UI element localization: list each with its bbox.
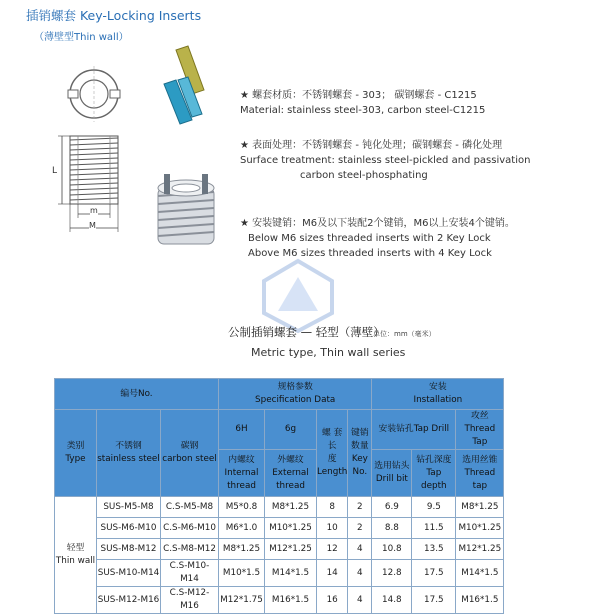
header-6g: 6g: [265, 410, 317, 450]
header-type-en: Type: [65, 454, 86, 464]
header-internal-en2: thread: [227, 480, 256, 491]
header-6h: 6H: [219, 410, 265, 450]
header-install: [372, 379, 504, 410]
feature-surface-zh: 表面处理：不锈钢螺套 - 钝化处理；碳钢螺套 - 磷化处理: [252, 140, 503, 151]
cell-cs: C.S-M5-M8: [161, 497, 219, 518]
cell-len: 14: [317, 560, 348, 587]
cell-tap: M12*1.25: [456, 539, 504, 560]
header-carbon-en: carbon steel: [162, 454, 217, 464]
cell-int: M6*1.0: [219, 518, 265, 539]
table-row: [55, 518, 504, 539]
cell-cs: C.S-M10-M14: [161, 560, 219, 587]
cell-cs: C.S-M12-M16: [161, 587, 219, 614]
bullet-star: ★: [240, 140, 249, 151]
cell-drill: 10.8: [372, 539, 412, 560]
insert-photo: [150, 170, 222, 250]
cell-key: 2: [348, 497, 372, 518]
cell-depth: 11.5: [412, 518, 456, 539]
cell-key: 2: [348, 518, 372, 539]
cell-drill: 8.8: [372, 518, 412, 539]
cell-drill: 6.9: [372, 497, 412, 518]
cell-int: M10*1.5: [219, 560, 265, 587]
cell-len: 12: [317, 539, 348, 560]
cell-ext: M10*1.25: [265, 518, 317, 539]
header-row-1: [55, 379, 504, 410]
page-title: 插销螺套 Key-Locking Inserts: [26, 8, 202, 23]
inner-diameter-label: m: [90, 206, 98, 215]
header-internal-zh: 内螺纹: [228, 454, 255, 465]
unit-label: 单位：mm（毫米）: [373, 330, 436, 338]
table-row: [55, 539, 504, 560]
cell-int: M8*1.25: [219, 539, 265, 560]
cell-key: 4: [348, 560, 372, 587]
length-label: L: [52, 166, 58, 176]
header-row-2: [55, 410, 504, 450]
bullet-star: ★: [240, 218, 249, 229]
header-length-zh: 螺 套 长: [321, 428, 343, 451]
cell-ext: M12*1.25: [265, 539, 317, 560]
table-row: [55, 497, 504, 518]
header-key-zh: 键销: [351, 428, 369, 438]
cell-len: 16: [317, 587, 348, 614]
header-external-zh: 外螺纹: [277, 454, 304, 465]
section-subtitle: Metric type, Thin wall series: [251, 346, 406, 359]
header-install-zh: 安装: [429, 382, 447, 392]
header-carbon-zh: 碳钢: [180, 441, 199, 451]
cell-len: 8: [317, 497, 348, 518]
header-code: 编号No.: [55, 379, 219, 410]
key-pin-photo: [156, 40, 226, 130]
header-drill-bit-zh: 选用钻头: [374, 461, 410, 471]
feature-surface-en: Surface treatment: stainless steel-pickled and passivation: [240, 155, 531, 166]
header-stainless-en: stainless steel: [97, 454, 160, 464]
cell-len: 10: [317, 518, 348, 539]
cell-ss: SUS-M10-M14: [97, 560, 161, 587]
table-row: [55, 560, 504, 587]
feature-keylock-zh: 安装键销：M6及以下装配2个键销，M6以上安装4个键销。: [252, 218, 515, 229]
header-internal-en: Internal: [224, 467, 259, 478]
type-en: Thin wall: [55, 556, 96, 566]
feature-material-en: Material: stainless steel-303, carbon steel-C1215: [240, 105, 486, 116]
header-thread-tap2: [456, 450, 504, 497]
cell-drill: 12.8: [372, 560, 412, 587]
feature-keylock-en1: Below M6 sizes threaded inserts with 2 Key Lock: [248, 233, 491, 244]
header-key-en2: No.: [352, 467, 368, 477]
type-zh: 轻型: [66, 543, 85, 553]
watermark-logo: [258, 255, 338, 335]
header-thread-tap2-en: Thread tap: [464, 467, 496, 491]
cell-ss: SUS-M5-M8: [97, 497, 161, 518]
feature-surface: [240, 138, 530, 183]
header-tap-depth-en: Tap depth: [421, 467, 447, 491]
cell-cs: C.S-M6-M10: [161, 518, 219, 539]
header-thread-tap-en: Thread Tap: [464, 424, 496, 447]
header-spec-en: Specification Data: [255, 395, 336, 405]
header-carbon: [161, 410, 219, 497]
cell-tap: M14*1.5: [456, 560, 504, 587]
cell-ss: SUS-M8-M12: [97, 539, 161, 560]
cell-key: 4: [348, 539, 372, 560]
header-length-zh2: 度: [327, 454, 337, 464]
spec-table: [54, 378, 504, 614]
header-drill-bit-en: Drill bit: [375, 474, 408, 484]
header-spec: [219, 379, 372, 410]
cell-key: 4: [348, 587, 372, 614]
cell-tap: M16*1.5: [456, 587, 504, 614]
cell-depth: 17.5: [412, 587, 456, 614]
header-install-en: Installation: [413, 395, 463, 405]
cell-ext: M14*1.5: [265, 560, 317, 587]
cell-ss: SUS-M12-M16: [97, 587, 161, 614]
header-thread-tap2-zh: 选用丝锥: [462, 454, 498, 465]
header-thread-tap-zh: 攻丝: [471, 411, 489, 421]
header-tap-drill: 安装钻孔Tap Drill: [372, 410, 456, 450]
cell-ext: M16*1.5: [265, 587, 317, 614]
header-length-en: Length: [317, 467, 348, 477]
page-subtitle: （薄壁型Thin wall）: [34, 32, 129, 43]
header-external: [265, 450, 317, 497]
header-stainless: [97, 410, 161, 497]
header-spec-zh: 规格参数: [277, 382, 313, 392]
header-thread-tap: [456, 410, 504, 450]
cell-tap: M8*1.25: [456, 497, 504, 518]
header-key: [348, 410, 372, 497]
header-internal: [219, 450, 265, 497]
cell-ext: M8*1.25: [265, 497, 317, 518]
cell-depth: 13.5: [412, 539, 456, 560]
bullet-star: ★: [240, 90, 249, 101]
feature-material: [240, 88, 485, 118]
header-drill-bit: [372, 450, 412, 497]
header-external-en2: thread: [276, 480, 305, 491]
top-view-drawing: [62, 66, 126, 122]
header-key-en: Key: [351, 454, 368, 464]
cell-depth: 17.5: [412, 560, 456, 587]
header-stainless-zh: 不锈钢: [115, 441, 142, 451]
cell-int: M5*0.8: [219, 497, 265, 518]
feature-material-zh: 螺套材质：不锈钢螺套 - 303； 碳钢螺套 - C1215: [252, 90, 477, 101]
header-length: [317, 410, 348, 497]
cell-tap: M10*1.25: [456, 518, 504, 539]
header-key-zh2: 数量: [351, 441, 369, 451]
header-tap-depth-zh: 钻孔深度: [416, 454, 452, 465]
cell-drill: 14.8: [372, 587, 412, 614]
cell-depth: 9.5: [412, 497, 456, 518]
header-type-zh: 类别: [66, 441, 85, 451]
table-row: [55, 587, 504, 614]
section-title: 公制插销螺套 — 轻型（薄壁）: [228, 325, 385, 339]
header-tap-depth: [412, 450, 456, 497]
cell-cs: C.S-M8-M12: [161, 539, 219, 560]
header-external-en: External: [272, 467, 309, 478]
header-type: [55, 410, 97, 497]
feature-surface-en2: carbon steel-phosphating: [300, 170, 428, 181]
feature-keylock-en2: Above M6 sizes threaded inserts with 4 Key Lock: [248, 248, 492, 259]
cell-ss: SUS-M6-M10: [97, 518, 161, 539]
outer-diameter-label: M: [89, 221, 96, 230]
type-cell: [55, 497, 97, 614]
cell-int: M12*1.75: [219, 587, 265, 614]
